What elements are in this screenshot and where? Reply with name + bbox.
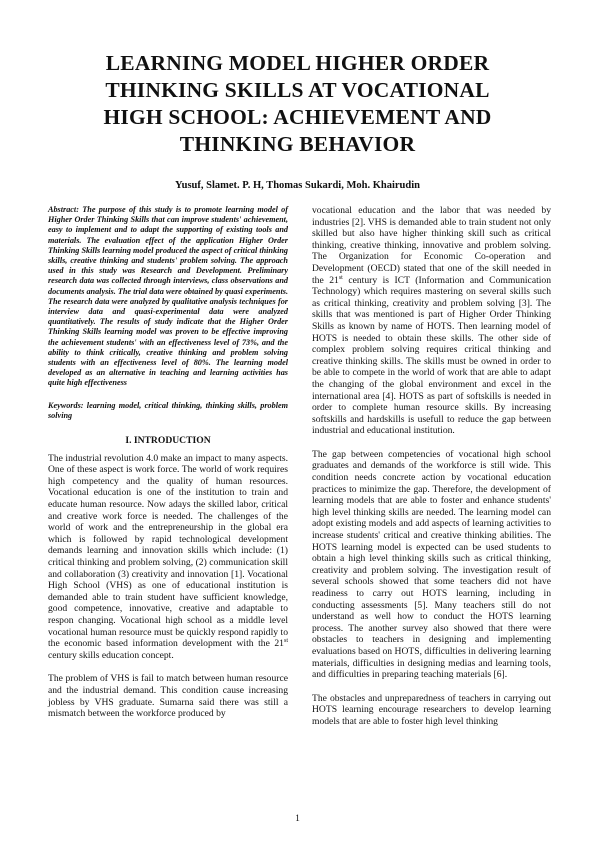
superscript: st [283,637,288,644]
body-paragraph [48,453,288,662]
right-column [312,205,551,740]
page-number: 1 [295,814,300,824]
section-heading-introduction: I. INTRODUCTION [125,435,211,447]
author-list: Yusuf, Slamet. P. H, Thomas Sukardi, Moh. Khairudin [175,180,420,191]
paragraph-text: vocational education and the labor that was needed by industries [2]. VHS is demanded able to train student not only skilled but also have higher thinking skill such as critical thinking, creative thinking, innovative and problem solving. The Organization for Economic Co-operation and Development (OECD) stated that one of the skill needed in the 21 [312,205,551,286]
keywords-label: Keywords: [48,400,84,410]
body-paragraph: The gap between competencies of vocational high school graduates and demands of the workforce is still wide. This condition needs concrete action by vocational education practices to minimize the gap. Therefore, the development of learning models that are able to foster and enhance students' high level thinking skills are needed. The learning model can adopt existing models and add aspects of learning activities to increase students' critical and creative thinking abilities. The HOTS learning model is expected can be used students to obtain a high level thinking skills such as critical thinking, creativity and problem solving. The investigation result of several schools showed that some teachers did not have readiness to carry out HOTS learning, including in conducting assessments [5]. Many teachers still do not understand as well how to conduct the HOTS learning process. The another survey also showed that there were obstacles to teachers in designing and implementing evaluations based on HOTS, difficulties in delivering learning materials, difficulties in designing medias and learning tools, and difficulties in preparing teaching materials [6]. [312,448,551,681]
paragraph-text: The industrial revolution 4.0 make an impact to many aspects. One of these aspect is work force. The world of work requires high competency and the quality of human resources. Vocational education is one of the institution to train and educate human resource. Now adays the skilled labor, critical and creative work force is needed. The challenges of the world of work and the entrepreneurship in the global era which is followed by rapid technological development demands learning and innovation skills which include: (1) critical thinking and problem solving, (2) communication skill and collaboration (3) creativity and innovation [1]. Vocational High School (VHS) as one of educational institution is demanded able to train student have sufficient knowledge, good competence, innovative, creative and adaptable to respon changing. Vocational high school as a middle level vocational human resource must be quickly respond rapidly to the economic based information development with the 21 [48,452,288,650]
abstract [48,205,288,389]
body-paragraph: The problem of VHS is fail to match between human resource and the industrial demand. This condition cause increasing jobless by VHS graduate. Sumarna said there was still a mismatch between the workforce produced by [48,673,288,720]
keywords-text: learning model, critical thinking, thinking skills, problem solving [48,400,288,420]
title-line: LEARNING MODEL HIGHER ORDER [105,51,490,75]
abstract-label: Abstract: [48,205,79,214]
paper-title [40,50,555,158]
left-column [48,205,288,732]
body-paragraph: The obstacles and unpreparedness of teachers in carrying out HOTS learning encourage researchers to develop learning models that are able to foster high level thinking [312,692,551,727]
paragraph-text: century is ICT (Information and Communication Technology) which requires mastering on several skills such as critical thinking, creativity and problem solving [3]. The skills that was mentioned is part of Higher Order Thinking Skills as known by name of HOTS. Then learning model of HOTS is needed to obtain these skills. The other side of complex problem solving requires critical thinking and creative thinking skills. The skills must be owned in order to be able to compete in the world of work that are able to adapt the changing of the global environment and excel in the international area [4]. HOTS as part of softskills is needed in order to complete human resource skills. By increasing softskills and hardskills is usefull to reduce the gap between industrial and educational institution. [312,274,552,437]
title-line: THINKING SKILLS AT VOCATIONAL [105,78,490,102]
title-line: THINKING BEHAVIOR [179,132,416,156]
body-paragraph [312,205,551,437]
superscript: st [338,274,343,281]
title-line: HIGH SCHOOL: ACHIEVEMENT AND [103,105,492,129]
keywords [48,401,288,421]
paragraph-text: century skills education concept. [48,649,174,661]
abstract-text: The purpose of this study is to promote learning model of Higher Order Thinking Skills that can improve students' achievement, easy to implement and to adapt the supporting of existing tools and materials. The evaluation effect of the application Higher Order Thinking Skills learning model produced the aspect of critical thinking skills, creative thinking and students' problem solving. The approach used in this study was Research and Development. Preliminary research data was collected through interviews, class observations and documents analysis. The trial data were obtained by quasi experiments. The research data were analyzed by qualitative analysis techniques for interview data and quasi-experimental data were analyzed quantitatively. The results of study indicate that the Higher Order Thinking Skills learning model was proven to be effective improving the achievement students' with an effectiveness level of 73%, and the ability to think critically, creative thinking and problem solving students with an effectiveness level of 80%. The learning model developed as an alternative in teaching and learning activities has quite high effectiveness [48,205,288,388]
